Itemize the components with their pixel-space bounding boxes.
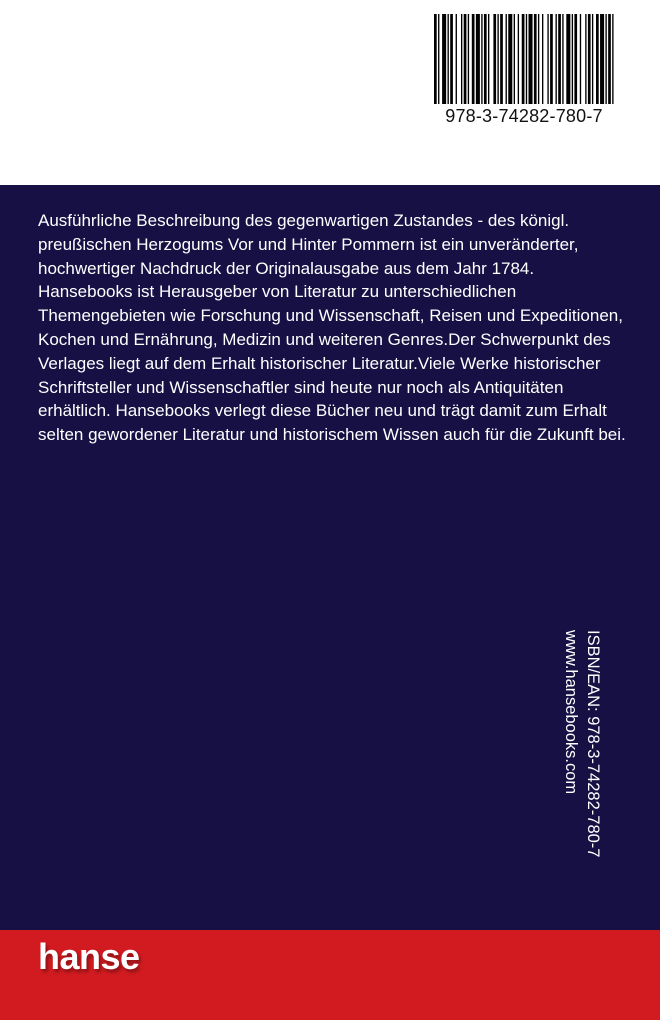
top-white-area xyxy=(0,0,660,185)
barcode-bar xyxy=(572,14,573,104)
barcode-bar xyxy=(608,14,611,104)
barcode-bar xyxy=(476,14,480,104)
book-description xyxy=(38,209,628,447)
barcode-bar xyxy=(493,14,496,104)
barcode-bar xyxy=(438,14,439,104)
barcode-block xyxy=(432,14,616,124)
barcode-bar xyxy=(574,14,577,104)
barcode-bar xyxy=(605,14,606,104)
barcode-bar xyxy=(506,14,507,104)
description-paragraph: Ausführliche Beschreibung des gegenwartigen Zustandes - des königl. preußischen Herzogums Vor und Hinter Pommern ist ein unveränderter, hochwertiger Nachdruck der Originalausgabe aus dem Jahr 1784. xyxy=(38,211,579,278)
barcode-bar xyxy=(497,14,498,104)
barcode-bar xyxy=(600,14,604,104)
barcode-bar xyxy=(526,14,527,104)
barcode-bar xyxy=(550,14,553,104)
barcode-bar xyxy=(585,14,586,104)
barcode-bar xyxy=(529,14,533,104)
barcode-bar xyxy=(472,14,475,104)
barcode-bar xyxy=(547,14,548,104)
barcode-bar xyxy=(592,14,593,104)
barcode-graphic xyxy=(432,14,616,104)
barcode-bar xyxy=(500,14,503,104)
barcode-bar xyxy=(538,14,539,104)
barcode-bar xyxy=(596,14,599,104)
barcode-bar xyxy=(464,14,467,104)
description-paragraph: Hansebooks ist Herausgeber von Literatur zu unterschiedlichen Themengebieten wie Forschung und Wissenschaft, Reisen und Expeditionen, Kochen und Ernährung, Medizin und weiteren Genres.Der Schwerpunkt des Verlages liegt auf dem Erhalt historischer Literatur.Viele Werke historischer Schriftsteller und Wissenschaftler sind heute nur noch als Antiquitäten erhältlich. Hansebooks verlegt diese Bücher neu und trägt damit zum Erhalt selten gewordener Literatur und historischem Wissen auch für die Zukunft bei. xyxy=(38,282,626,445)
barcode-bar xyxy=(542,14,543,104)
barcode-bar xyxy=(450,14,453,104)
barcode-bar xyxy=(534,14,537,104)
barcode-bar xyxy=(612,14,613,104)
barcode-bar xyxy=(514,14,515,104)
barcode-bar xyxy=(522,14,525,104)
barcode-bar xyxy=(461,14,462,104)
barcode-bar xyxy=(518,14,519,104)
vertical-website: www.hansebooks.com xyxy=(562,630,580,795)
barcode-bar xyxy=(442,14,446,104)
barcode-bar xyxy=(434,14,437,104)
footer-band xyxy=(0,930,660,1020)
barcode-bar xyxy=(588,14,591,104)
barcode-bar xyxy=(456,14,457,104)
barcode-bar xyxy=(488,14,489,104)
barcode-bar xyxy=(556,14,557,104)
barcode-bar xyxy=(481,14,482,104)
barcode-isbn-text: 978-3-74282-780-7 xyxy=(445,106,603,126)
barcode-bar xyxy=(562,14,563,104)
vertical-isbn-block xyxy=(560,630,604,870)
barcode-bar xyxy=(508,14,512,104)
barcode-bar xyxy=(580,14,581,104)
vertical-isbn-line: ISBN/EAN: 978-3-74282-780-7 xyxy=(584,630,602,858)
barcode-bar xyxy=(468,14,469,104)
publisher-logo: hanse xyxy=(38,936,140,977)
barcode-bar xyxy=(566,14,570,104)
back-cover-panel xyxy=(0,185,660,930)
barcode-bar xyxy=(558,14,561,104)
barcode-bar xyxy=(448,14,449,104)
barcode-bar xyxy=(484,14,487,104)
